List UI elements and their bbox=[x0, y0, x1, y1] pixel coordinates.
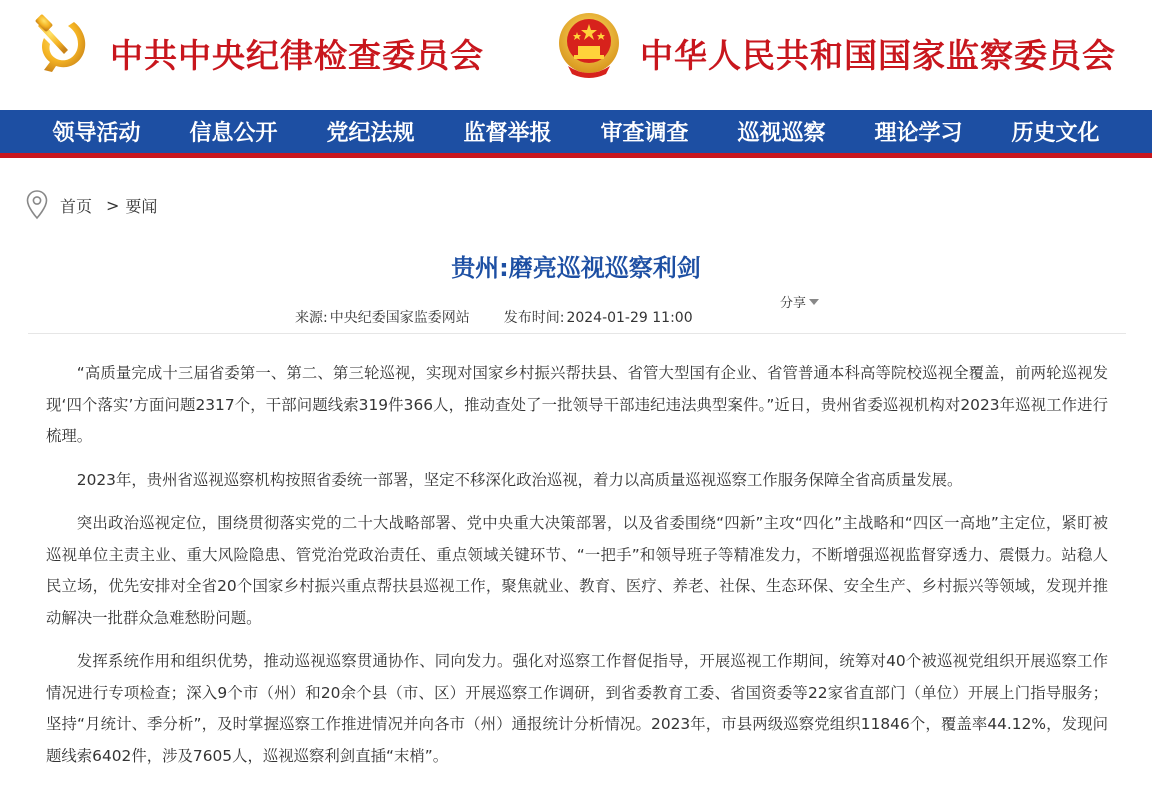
main-navigation bbox=[0, 110, 1152, 153]
national-supervision-title[interactable]: 中华人民共和国国家监察委员会 bbox=[640, 36, 1116, 75]
breadcrumb-current-link[interactable]: 要闻 bbox=[125, 196, 158, 216]
nav-item-investigation[interactable]: 审查调查 bbox=[600, 120, 689, 146]
national-emblem-icon[interactable] bbox=[556, 10, 622, 80]
nav-item-theory[interactable]: 理论学习 bbox=[874, 120, 963, 146]
nav-item-leadership[interactable]: 领导活动 bbox=[52, 120, 141, 146]
breadcrumb-home-link[interactable]: 首页 bbox=[60, 196, 93, 216]
location-pin-icon bbox=[26, 190, 48, 220]
article-paragraph: 突出政治巡视定位，围绕贯彻落实党的二十大战略部署、党中央重大决策部署，以及省委围绕“四新”主攻“四化”主战略和“四区一高地”主定位，紧盯被巡视单位主责主业、重大风险隐患、管党治党政治责任、重点领域关键环节、“一把手”和领导班子等精准发力，不断增强巡视监督穿透力、震慑力。站稳人民立场，优先安排对全省20个国家乡村振兴重点帮扶县巡视工作，聚焦就业、教育、医疗、养老、社保、生态环保、安全生产、乡村振兴等领域，发现并推动解决一批群众急难愁盼问题。 bbox=[46, 514, 1108, 627]
chevron-down-icon bbox=[809, 299, 819, 305]
article-paragraph: 2023年，贵州省巡视巡察机构按照省委统一部署，坚定不移深化政治巡视，着力以高质量巡视巡察工作服务保障全省高质量发展。 bbox=[76, 470, 963, 489]
cpc-commission-title[interactable]: 中共中央纪律检查委员会 bbox=[110, 36, 484, 75]
share-button[interactable] bbox=[780, 292, 819, 311]
article-title: 贵州:磨亮巡视巡察利剑 bbox=[451, 254, 701, 282]
breadcrumb bbox=[26, 190, 157, 220]
source-label: 来源: bbox=[295, 310, 328, 326]
nav-red-strip bbox=[0, 153, 1152, 158]
publish-time-value: 2024-01-29 11:00 bbox=[566, 310, 693, 326]
publish-time-label: 发布时间: bbox=[503, 310, 565, 326]
party-emblem-icon[interactable] bbox=[30, 14, 94, 78]
article-meta bbox=[295, 307, 695, 327]
article-paragraph: “高质量完成十三届省委第一、第二、第三轮巡视，实现对国家乡村振兴帮扶县、省管大型国有企业、省管普通本科高等院校巡视全覆盖，前两轮巡视发现‘四个落实’方面问题2317个，干部问题线索319件366人，推动查处了一批领导干部违纪违法典型案件。”近日，贵州省委巡视机构对2023年巡视工作进行梳理。 bbox=[46, 364, 1108, 445]
site-header bbox=[0, 0, 1152, 110]
nav-item-history[interactable]: 历史文化 bbox=[1011, 120, 1100, 146]
article-body bbox=[46, 358, 1108, 784]
nav-item-regulations[interactable]: 党纪法规 bbox=[326, 120, 415, 146]
article-paragraph: 发挥系统作用和组织优势，推动巡视巡察贯通协作、同向发力。强化对巡察工作督促指导，开展巡视工作期间，统筹对40个被巡视党组织开展巡察工作情况进行专项检查；深入9个市（州）和20余个县（市、区）开展巡察工作调研，到省委教育工委、省国资委等22家省直部门（单位）开展上门指导服务；坚持“月统计、季分析”，及时掌握巡察工作推进情况并向各市（州）通报统计分析情况。2023年，市县两级巡察党组织11846个，覆盖率44.12%，发现问题线索6402件，涉及7605人，巡视巡察利剑直插“末梢”。 bbox=[46, 652, 1108, 765]
nav-item-inspection[interactable]: 巡视巡察 bbox=[737, 120, 826, 146]
nav-item-information[interactable]: 信息公开 bbox=[189, 120, 278, 146]
share-label: 分享 bbox=[780, 296, 807, 311]
breadcrumb-separator: > bbox=[106, 195, 120, 215]
nav-item-report[interactable]: 监督举报 bbox=[463, 120, 552, 146]
source-value: 中央纪委国家监委网站 bbox=[329, 310, 470, 326]
divider bbox=[28, 333, 1126, 334]
